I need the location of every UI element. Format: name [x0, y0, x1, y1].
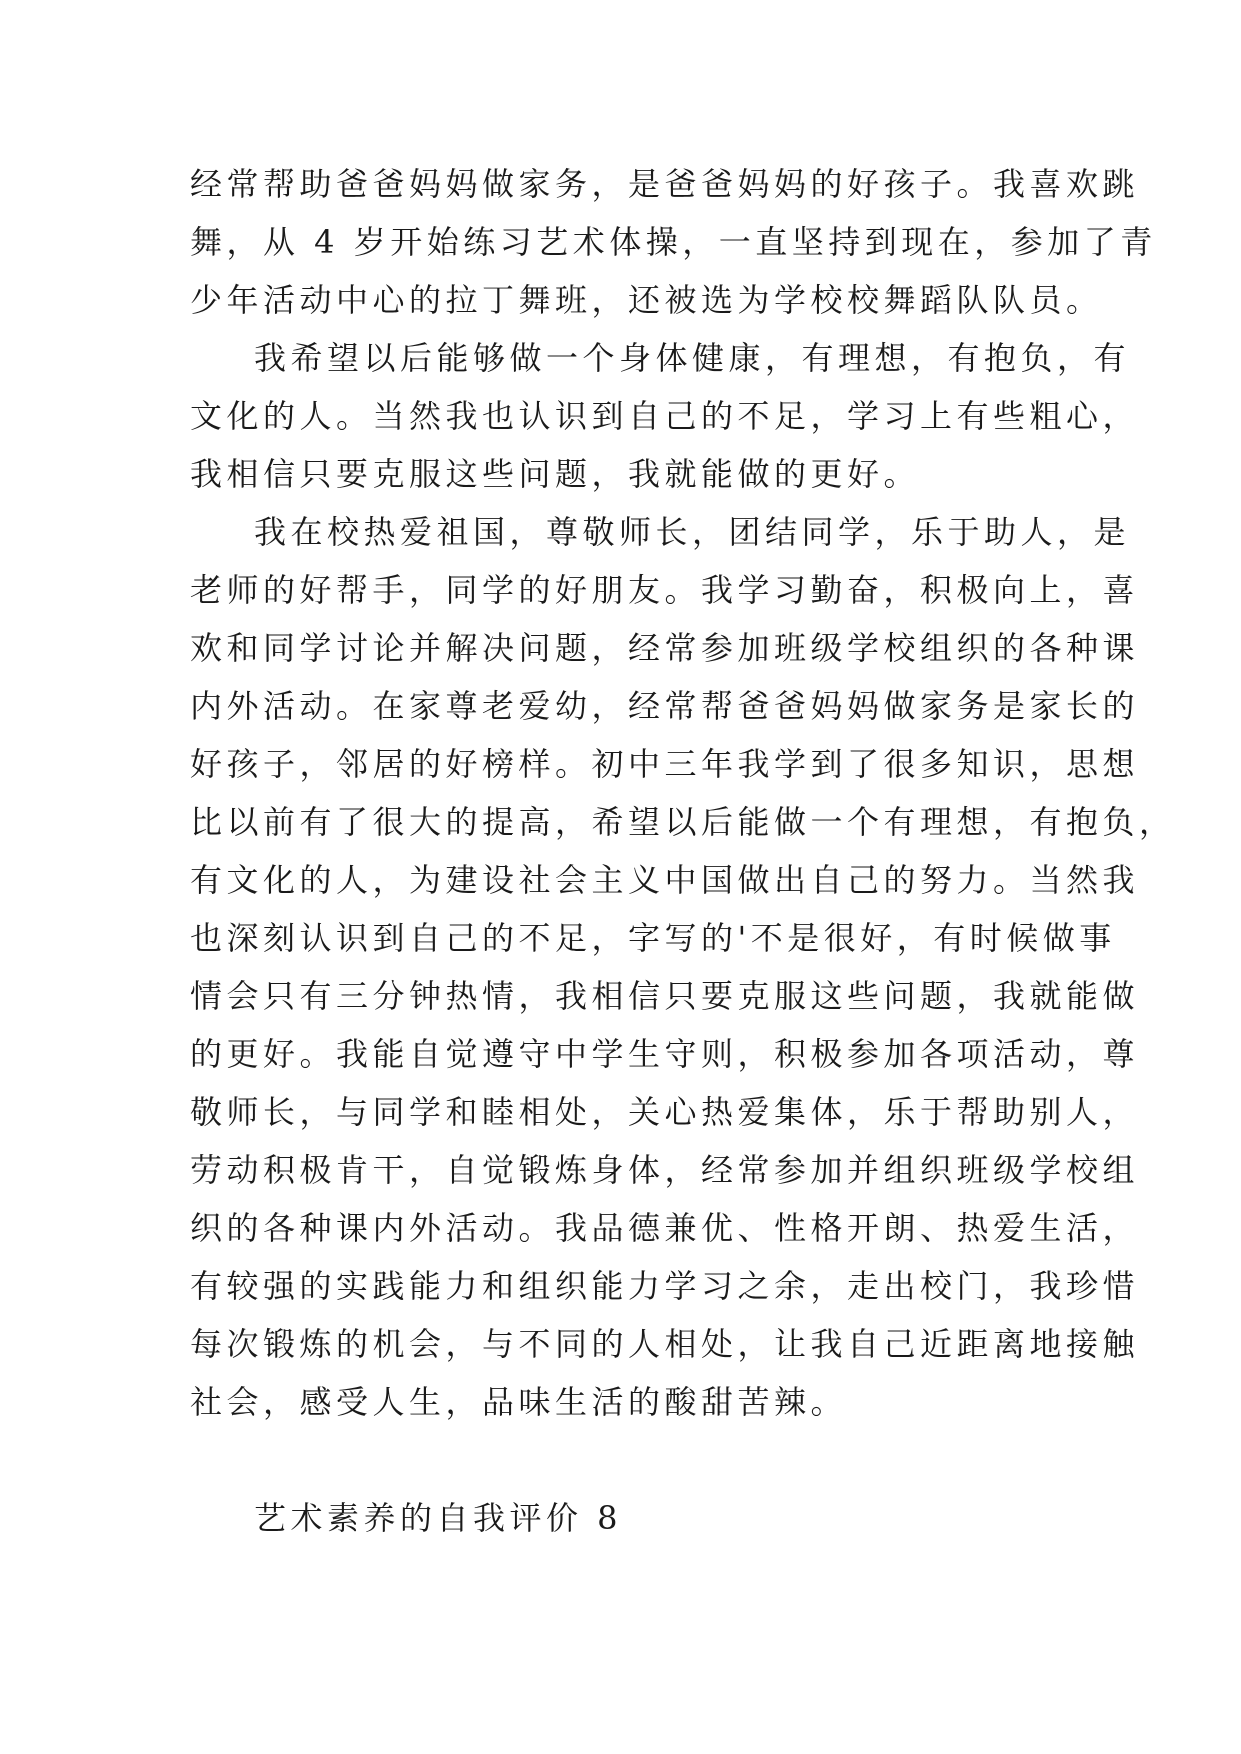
paragraph-3-line-15: 每次锻炼的机会，与不同的人相处，让我自己近距离地接触	[190, 1325, 1140, 1363]
paragraph-3-line-3: 欢和同学讨论并解决问题，经常参加班级学校组织的各种课	[190, 629, 1140, 667]
section-heading: 艺术素养的自我评价 8	[254, 1499, 623, 1537]
paragraph-3-line-13: 织的各种课内外活动。我品德兼优、性格开朗、热爱生活，	[190, 1209, 1140, 1247]
paragraph-3-line-10: 的更好。我能自觉遵守中学生守则，积极参加各项活动，尊	[190, 1035, 1140, 1073]
paragraph-3-line-7: 有文化的人，为建设社会主义中国做出自己的努力。当然我	[190, 861, 1140, 899]
paragraph-2-line-1: 我希望以后能够做一个身体健康，有理想，有抱负，有	[254, 339, 1131, 377]
paragraph-3-line-12: 劳动积极肯干，自觉锻炼身体，经常参加并组织班级学校组	[190, 1151, 1140, 1189]
paragraph-3-line-2: 老师的好帮手，同学的好朋友。我学习勤奋，积极向上，喜	[190, 571, 1140, 609]
paragraph-3-line-14: 有较强的实践能力和组织能力学习之余，走出校门，我珍惜	[190, 1267, 1140, 1305]
paragraph-3-line-5: 好孩子，邻居的好榜样。初中三年我学到了很多知识，思想	[190, 745, 1140, 783]
paragraph-3-line-1: 我在校热爱祖国，尊敬师长，团结同学，乐于助人，是	[254, 513, 1131, 551]
paragraph-1-line-1: 经常帮助爸爸妈妈做家务，是爸爸妈妈的好孩子。我喜欢跳	[190, 165, 1140, 203]
paragraph-1-line-3: 少年活动中心的拉丁舞班，还被选为学校校舞蹈队队员。	[190, 281, 1103, 319]
paragraph-3-line-8: 也深刻认识到自己的不足，字写的'不是很好，有时候做事	[190, 919, 1116, 957]
paragraph-3-line-16: 社会，感受人生，品味生活的酸甜苦辣。	[190, 1383, 848, 1421]
paragraph-3-line-11: 敬师长，与同学和睦相处，关心热爱集体，乐于帮助别人，	[190, 1093, 1140, 1131]
paragraph-2-line-2: 文化的人。当然我也认识到自己的不足，学习上有些粗心，	[190, 397, 1140, 435]
paragraph-3-line-9: 情会只有三分钟热情，我相信只要克服这些问题，我就能做	[190, 977, 1140, 1015]
paragraph-3-line-4: 内外活动。在家尊老爱幼，经常帮爸爸妈妈做家务是家长的	[190, 687, 1140, 725]
paragraph-3-line-6: 比以前有了很大的提高，希望以后能做一个有理想，有抱负，	[190, 803, 1176, 841]
paragraph-1-line-2: 舞，从 4 岁开始练习艺术体操，一直坚持到现在，参加了青	[190, 223, 1157, 261]
paragraph-2-line-3: 我相信只要克服这些问题，我就能做的更好。	[190, 455, 921, 493]
